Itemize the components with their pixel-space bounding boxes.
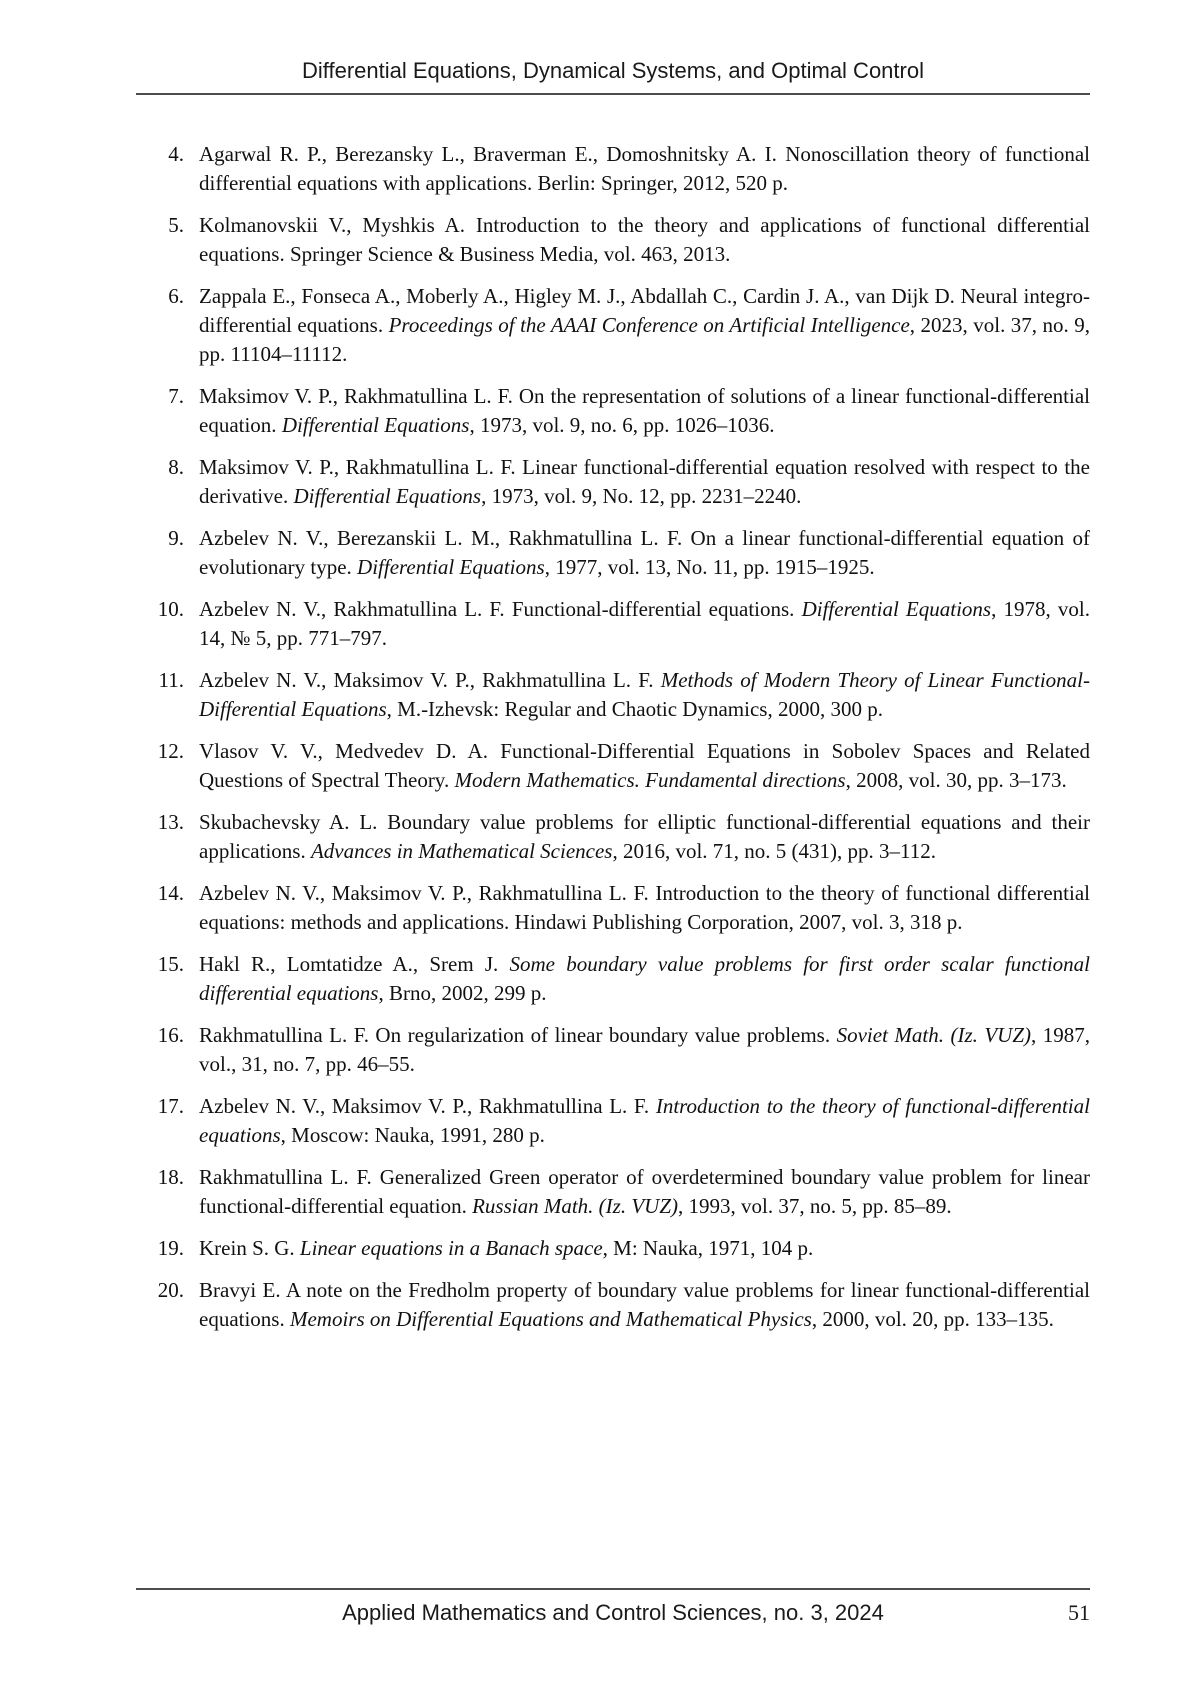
reference-item [136, 595, 1090, 653]
reference-text: Azbelev N. V., Maksimov V. P., Rakhmatullina L. F. Introduction to the theory of functional differential equations: methods and applications. Hindawi Publishing Corporation, 2007, vol. 3, 318 p. [199, 881, 1090, 934]
footer-line [136, 1590, 1090, 1626]
reference-number: 14. [157, 881, 184, 905]
reference-number: 8. [168, 455, 184, 479]
reference-item [136, 453, 1090, 511]
running-head [136, 0, 1090, 84]
reference-item [136, 1234, 1090, 1263]
reference-number: 9. [168, 526, 184, 550]
reference-item [136, 282, 1090, 369]
page-number: 51 [1068, 1600, 1090, 1625]
reference-number: 4. [168, 142, 184, 166]
reference-text: Maksimov V. P., Rakhmatullina L. F. On the representation of solutions of a linear functional-differential equation. Differential Equations, 1973, vol. 9, no. 6, pp. 1026–1036. [199, 384, 1090, 437]
reference-number: 11. [158, 668, 184, 692]
reference-item [136, 1163, 1090, 1221]
reference-number: 12. [157, 739, 184, 763]
reference-text: Hakl R., Lomtatidze A., Srem J. Some boundary value problems for first order scalar functional differential equations, Brno, 2002, 299 p. [199, 952, 1090, 1005]
reference-text: Krein S. G. Linear equations in a Banach space, M: Nauka, 1971, 104 p. [199, 1236, 814, 1260]
reference-number: 13. [157, 810, 184, 834]
reference-number: 16. [157, 1023, 184, 1047]
reference-number: 19. [157, 1236, 184, 1260]
reference-item [136, 382, 1090, 440]
reference-number: 10. [157, 597, 184, 621]
reference-item [136, 524, 1090, 582]
page-content [136, 0, 1090, 1347]
reference-number: 5. [168, 213, 184, 237]
footer-journal-line: Applied Mathematics and Control Sciences, no. 3, 2024 [342, 1600, 884, 1625]
reference-item [136, 808, 1090, 866]
reference-item [136, 666, 1090, 724]
reference-text: Kolmanovskii V., Myshkis A. Introduction to the theory and applications of functional differential equations. Springer Science & Business Media, vol. 463, 2013. [199, 213, 1090, 266]
reference-item [136, 950, 1090, 1008]
reference-number: 15. [157, 952, 184, 976]
reference-item [136, 1276, 1090, 1334]
reference-text: Vlasov V. V., Medvedev D. A. Functional-Differential Equations in Sobolev Spaces and Related Questions of Spectral Theory. Modern Mathematics. Fundamental directions, 2008, vol. 30, pp. 3–173. [199, 739, 1090, 792]
reference-number: 18. [157, 1165, 184, 1189]
reference-item [136, 1021, 1090, 1079]
reference-text: Azbelev N. V., Maksimov V. P., Rakhmatullina L. F. Introduction to the theory of functional-differential equations, Moscow: Nauka, 1991, 280 p. [199, 1094, 1090, 1147]
reference-text: Rakhmatullina L. F. Generalized Green operator of overdetermined boundary value problem for linear functional-differential equation. Russian Math. (Iz. VUZ), 1993, vol. 37, no. 5, pp. 85–89. [199, 1165, 1090, 1218]
running-head-title: Differential Equations, Dynamical Systems, and Optimal Control [302, 58, 924, 83]
reference-item [136, 140, 1090, 198]
reference-item [136, 879, 1090, 937]
reference-number: 6. [168, 284, 184, 308]
reference-item [136, 737, 1090, 795]
reference-text: Skubachevsky A. L. Boundary value problems for elliptic functional-differential equations and their applications. Advances in Mathematical Sciences, 2016, vol. 71, no. 5 (431), pp. 3–112. [199, 810, 1090, 863]
header-rule [136, 93, 1090, 95]
reference-text: Azbelev N. V., Maksimov V. P., Rakhmatullina L. F. Methods of Modern Theory of Linear Functional-Differential Equations, M.-Izhevsk: Regular and Chaotic Dynamics, 2000, 300 p. [199, 668, 1090, 721]
reference-text: Azbelev N. V., Berezanskii L. M., Rakhmatullina L. F. On a linear functional-differential equation of evolutionary type. Differential Equations, 1977, vol. 13, No. 11, pp. 1915–1925. [199, 526, 1090, 579]
page-footer [136, 1588, 1090, 1626]
reference-text: Zappala E., Fonseca A., Moberly A., Higley M. J., Abdallah C., Cardin J. A., van Dijk D. Neural integro-differential equations. Proceedings of the AAAI Conference on Artificial Intelligence, 2023, vol. 37, no. 9, pp. 11104–11112. [199, 284, 1090, 366]
reference-text: Agarwal R. P., Berezansky L., Braverman E., Domoshnitsky A. I. Nonoscillation theory of functional differential equations with applications. Berlin: Springer, 2012, 520 p. [199, 142, 1090, 195]
reference-text: Azbelev N. V., Rakhmatullina L. F. Functional-differential equations. Differential Equations, 1978, vol. 14, № 5, pp. 771–797. [199, 597, 1090, 650]
reference-text: Rakhmatullina L. F. On regularization of linear boundary value problems. Soviet Math. (Iz. VUZ), 1987, vol., 31, no. 7, pp. 46–55. [199, 1023, 1091, 1076]
reference-text: Bravyi E. A note on the Fredholm property of boundary value problems for linear functional-differential equations. Memoirs on Differential Equations and Mathematical Physics, 2000, vol. 20, pp. 133–135. [199, 1278, 1090, 1331]
reference-item [136, 1092, 1090, 1150]
reference-item [136, 211, 1090, 269]
reference-text: Maksimov V. P., Rakhmatullina L. F. Linear functional-differential equation resolved with respect to the derivative. Differential Equations, 1973, vol. 9, No. 12, pp. 2231–2240. [199, 455, 1090, 508]
reference-number: 17. [157, 1094, 184, 1118]
reference-number: 20. [157, 1278, 184, 1302]
references-list [136, 140, 1090, 1334]
reference-number: 7. [168, 384, 184, 408]
